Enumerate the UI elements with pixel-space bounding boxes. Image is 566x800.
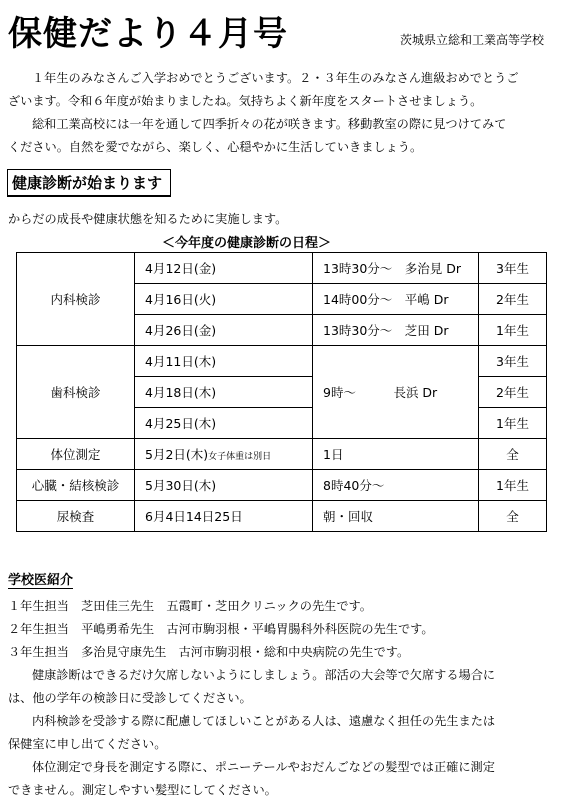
intro-line: 総和工業高校には一年を通して四季折々の花が咲きます。移動教室の際に見つけてみて [32,117,507,131]
exam-grade: 1年生 [479,470,547,501]
exam-date-cell [135,439,313,470]
school-name: 茨城県立総和工業高等学校 [399,33,544,47]
notice-line: 体位測定で身長を測定する際に、ポニーテールやおだんごなどの髪型では正確に測定 [32,760,495,774]
exam-name: 尿検査 [17,501,135,532]
exam-date: 4月18日(木) [135,377,313,408]
doctors-section-heading: 学校医紹介 [8,569,73,589]
intro-line: １年生のみなさんご入学おめでとうございます。２・３年生のみなさん進級おめでとうご [32,71,519,85]
exam-name: 内科検診 [17,253,135,346]
exam-date: 4月25日(木) [135,408,313,439]
table-row [17,501,547,532]
exam-date: 5月2日(木) [145,447,209,462]
exam-grade: 1年生 [479,408,547,439]
exam-date: 6月4日14日25日 [135,501,313,532]
doctor-line: ２年生担当 平嶋勇希先生 古河市駒羽根・平嶋胃腸科外科医院の先生です。 [8,622,434,636]
exam-lead: からだの成長や健康状態を知るために実施します。 [8,212,288,226]
exam-date: 5月30日(木) [135,470,313,501]
intro-line: ください。自然を愛でながら、楽しく、心穏やかに生活していきましょう。 [8,140,423,154]
intro-line: ざいます。令和６年度が始まりましたね。気持ちよく新年度をスタートさせましょう。 [8,94,483,108]
exam-section-heading: 健康診断が始まります [7,169,171,197]
exam-date: 4月16日(火) [135,284,313,315]
schedule-table-title: ＜今年度の健康診断の日程＞ [162,236,332,251]
exam-grade: 全 [479,501,547,532]
doctor-line: ３年生担当 多治見守康先生 古河市駒羽根・総和中央病院の先生です。 [8,645,410,659]
notice-line: できません。測定しやすい髪型にしてください。 [8,783,277,797]
exam-grade: 2年生 [479,284,547,315]
notice-line: 内科検診を受診する際に配慮してほしいことがある人は、遠慮なく担任の先生または [32,714,496,728]
exam-grade: 3年生 [479,253,547,284]
table-row [17,439,547,470]
exam-time: 朝・回収 [313,501,479,532]
table-row [17,253,547,284]
exam-time: 13時30分～ 芝田 Dr [313,315,479,346]
notice-line: 保健室に申し出てください。 [8,737,167,751]
notice-line: 健康診断はできるだけ欠席しないようにしましょう。部活の大会等で欠席する場合に [32,668,496,682]
newsletter-title: 保健だより４月号 [8,14,288,54]
exam-time: 1日 [313,439,479,470]
doctor-line: １年生担当 芝田佳三先生 五霞町・芝田クリニックの先生です。 [8,599,372,613]
exam-schedule-table [16,252,547,532]
exam-time: 9時～ 長浜 Dr [313,346,479,439]
table-row [17,346,547,377]
exam-time: 13時30分～ 多治見 Dr [313,253,479,284]
exam-time: 14時00分～ 平嶋 Dr [313,284,479,315]
exam-grade: 3年生 [479,346,547,377]
exam-date: 4月26日(金) [135,315,313,346]
exam-date: 4月11日(木) [135,346,313,377]
exam-name: 心臓・結核検診 [17,470,135,501]
exam-time: 8時40分～ [313,470,479,501]
exam-name: 歯科検診 [17,346,135,439]
exam-name: 体位測定 [17,439,135,470]
exam-grade: 1年生 [479,315,547,346]
exam-note: 女子体重は別日 [208,452,272,462]
exam-grade: 全 [479,439,547,470]
exam-date: 4月12日(金) [135,253,313,284]
exam-grade: 2年生 [479,377,547,408]
notice-line: は、他の学年の検診日に受診してください。 [8,691,252,705]
table-row [17,470,547,501]
